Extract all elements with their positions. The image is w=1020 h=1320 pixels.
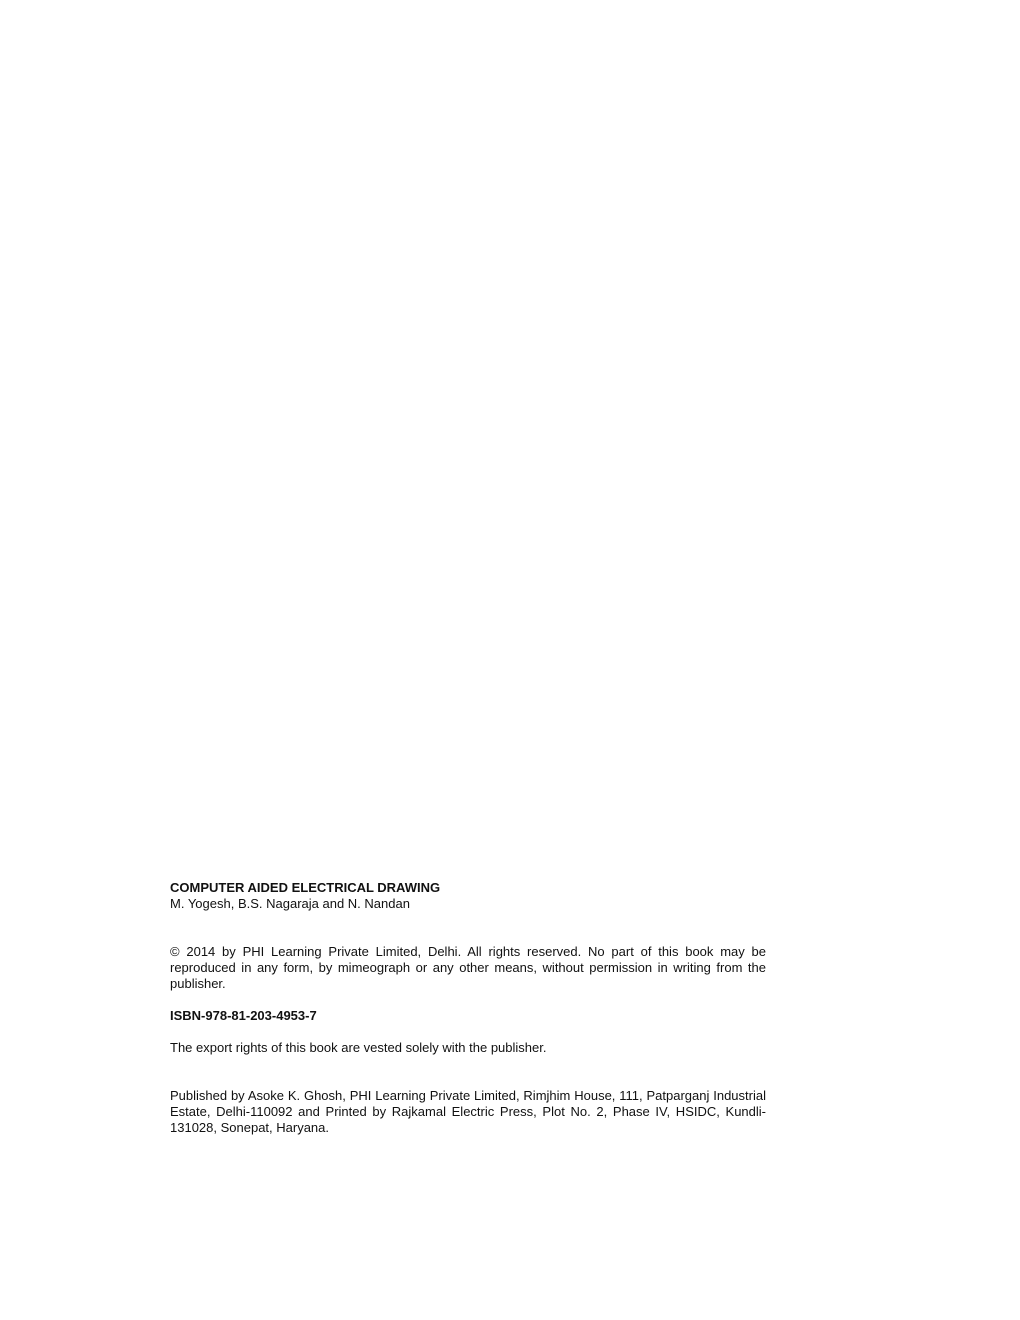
isbn-number: ISBN-978-81-203-4953-7 xyxy=(170,1008,317,1023)
book-authors: M. Yogesh, B.S. Nagaraja and N. Nandan xyxy=(170,896,410,911)
publisher-info: Published by Asoke K. Ghosh, PHI Learning Private Limited, Rimjhim House, 111, Patparganj Industrial Estate, Delhi-110092 and Printed by Rajkamal Electric Press, Plot No. 2, Phase IV, HSIDC, Kundli-131028, Sonepat, Haryana. xyxy=(170,1088,766,1135)
copyright-imprint xyxy=(170,880,766,1136)
export-rights-notice: The export rights of this book are vested solely with the publisher. xyxy=(170,1040,547,1055)
book-title: COMPUTER AIDED ELECTRICAL DRAWING xyxy=(170,880,441,895)
copyright-notice: © 2014 by PHI Learning Private Limited, Delhi. All rights reserved. No part of this book may be reproduced in any form, by mimeograph or any other means, without permission in writing from the publisher. xyxy=(170,944,766,991)
